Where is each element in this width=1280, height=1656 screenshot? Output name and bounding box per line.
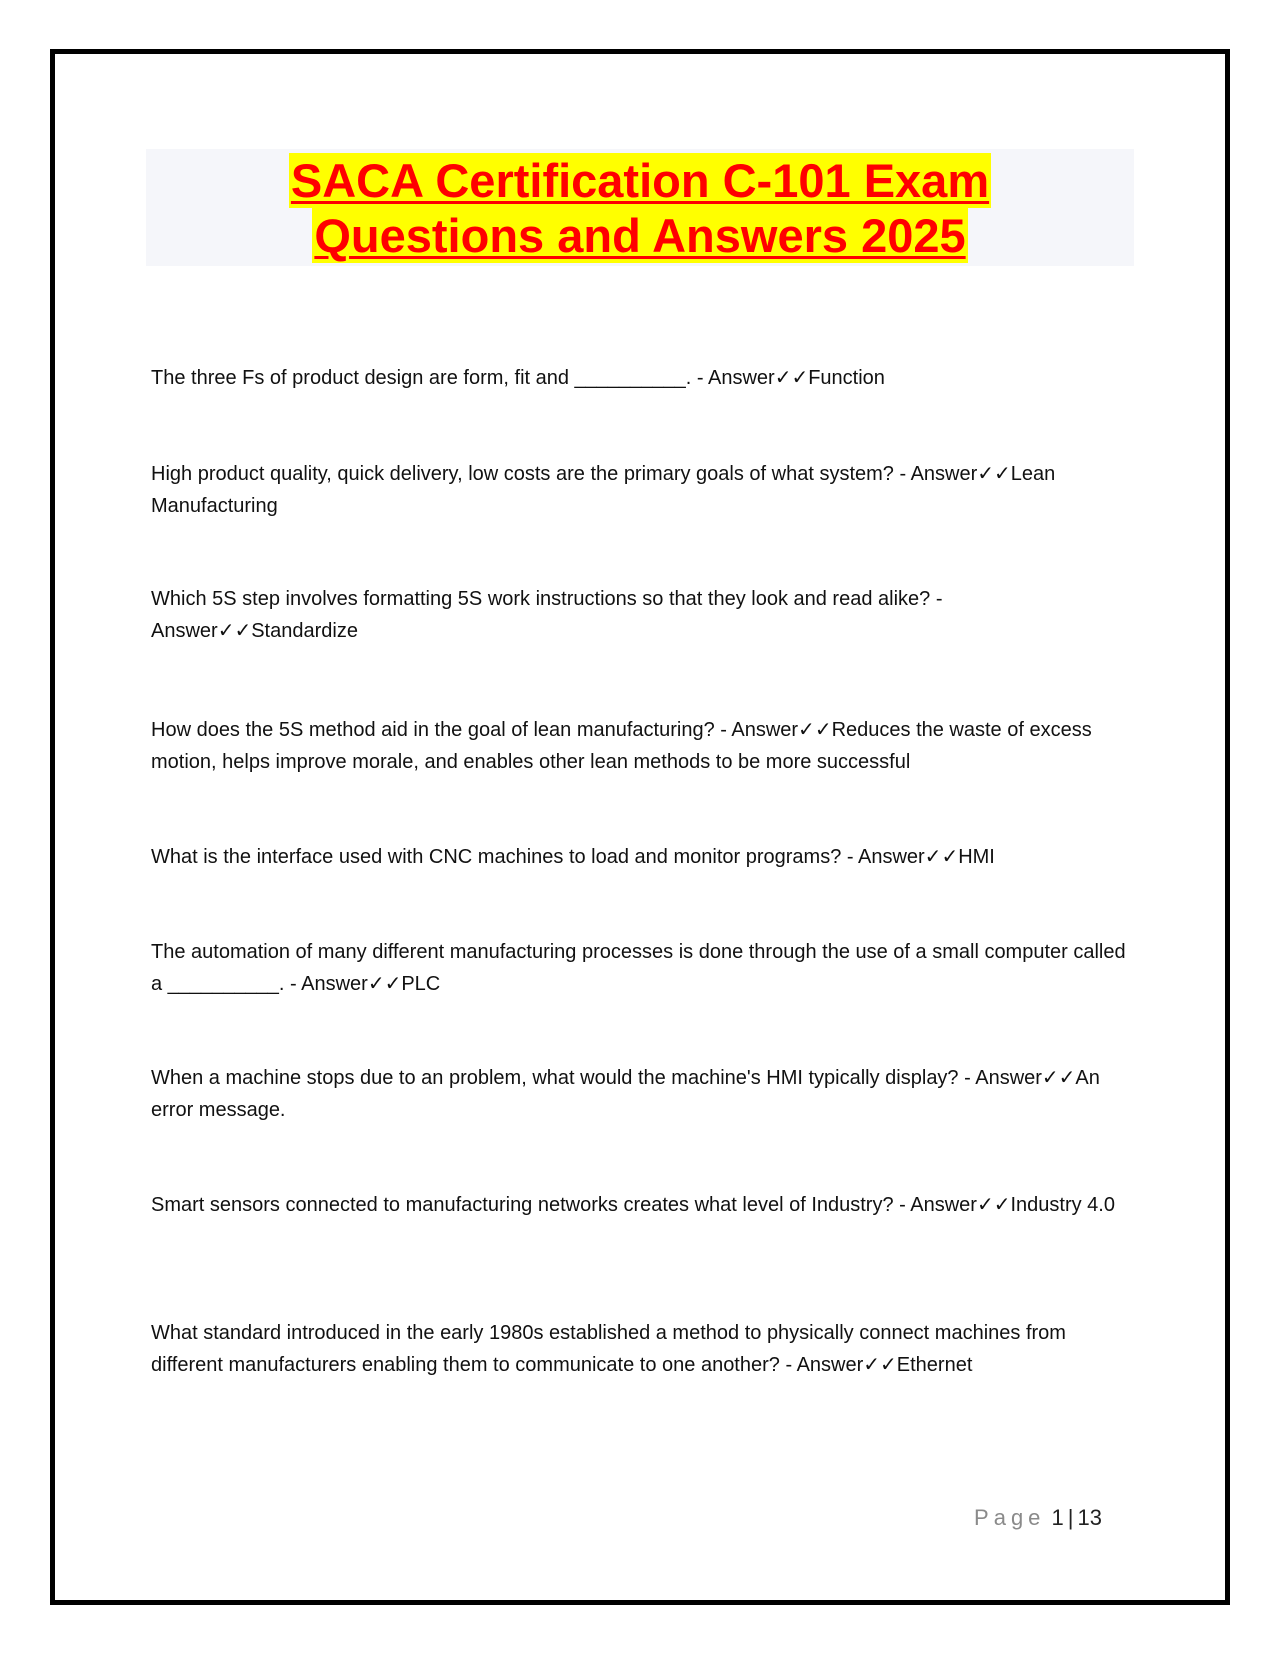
qa-item-9: What standard introduced in the early 1980s established a method to physically connect machines from different manufacturers enabling them to communicate to one another? - Answer✓✓Ethernet xyxy=(151,1322,1066,1376)
title-line-2: Questions and Answers 2025 xyxy=(314,209,966,262)
qa-item-5: What is the interface used with CNC machines to load and monitor programs? - Answer✓✓HMI xyxy=(151,846,995,868)
page-label: Page xyxy=(974,1505,1046,1530)
qa-item-2: High product quality, quick delivery, low costs are the primary goals of what system? - Answer✓✓Lean Manufacturing xyxy=(151,463,1056,517)
qa-item-4: How does the 5S method aid in the goal of lean manufacturing? - Answer✓✓Reduces the waste of excess motion, helps improve morale, and enables other lean methods to be more successful xyxy=(151,719,1092,773)
qa-item-6: The automation of many different manufacturing processes is done through the use of a small computer called a __________. - Answer✓✓PLC xyxy=(151,941,1126,995)
page-total: 13 xyxy=(1077,1505,1102,1530)
qa-item-8: Smart sensors connected to manufacturing networks creates what level of Industry? - Answer✓✓Industry 4.0 xyxy=(151,1194,1115,1216)
page-footer xyxy=(974,1505,1102,1531)
qa-item-1: The three Fs of product design are form, fit and __________. - Answer✓✓Function xyxy=(151,367,885,389)
page-separator: | xyxy=(1067,1505,1074,1530)
page-number: 1 xyxy=(1051,1505,1064,1530)
title-line-1: SACA Certification C-101 Exam xyxy=(290,154,990,207)
title-banner xyxy=(146,149,1134,266)
qa-item-3: Which 5S step involves formatting 5S work instructions so that they look and read alike? - Answer✓✓Standardize xyxy=(151,588,943,642)
qa-item-7: When a machine stops due to an problem, what would the machine's HMI typically display? - Answer✓✓An error message. xyxy=(151,1067,1100,1121)
